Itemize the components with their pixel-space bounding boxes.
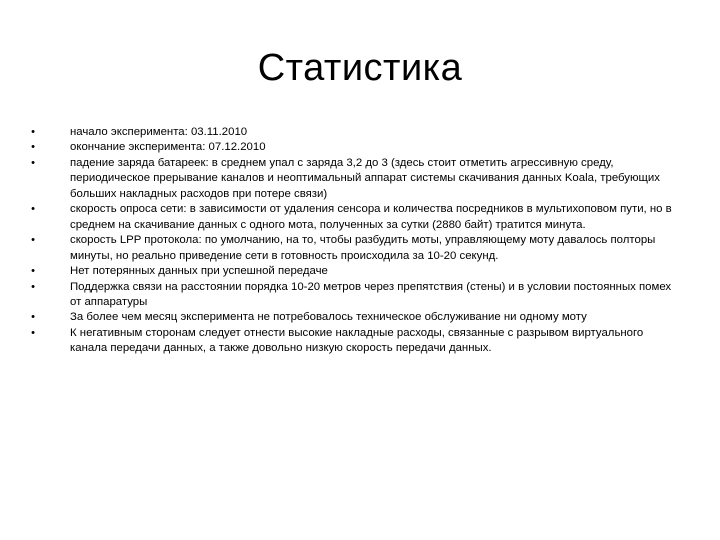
bullet-text: За более чем месяц эксперимента не потребовалось техническое обслуживание ни одному моту bbox=[70, 311, 587, 324]
bullet-item bbox=[28, 202, 678, 233]
bullet-icon: • bbox=[31, 203, 35, 216]
bullet-list bbox=[28, 125, 678, 357]
slide-title: Статистика bbox=[257, 47, 463, 89]
bullet-item bbox=[28, 125, 678, 140]
bullet-item bbox=[28, 280, 678, 311]
bullet-icon: • bbox=[31, 265, 35, 278]
bullet-item bbox=[28, 156, 678, 202]
bullet-item bbox=[28, 310, 678, 325]
bullet-icon: • bbox=[31, 326, 35, 339]
bullet-text: Нет потерянных данных при успешной передаче bbox=[70, 265, 328, 278]
bullet-icon: • bbox=[31, 126, 35, 138]
bullet-icon: • bbox=[31, 280, 35, 293]
bullet-icon: • bbox=[31, 156, 35, 169]
bullet-icon: • bbox=[31, 311, 35, 324]
bullet-text: Поддержка связи на расстоянии порядка 10-20 метров через препятствия (стены) и в условии постоянных помех от аппаратуры bbox=[70, 280, 672, 308]
bullet-text: К негативным сторонам следует отнести высокие накладные расходы, связанные с разрывом виртуального канала передачи данных, а также довольно низкую скорость передачи данных. bbox=[70, 326, 644, 355]
bullet-text: начало эксперимента: 03.11.2010 bbox=[70, 126, 248, 138]
bullet-text: скорость LPP протокола: по умолчанию, на то, чтобы разбудить моты, управляющему моту давалось полторы минуты, но реально приведение сети в готовность происходила за 10-20 секунд. bbox=[70, 234, 656, 262]
bullet-text: окончание эксперимента: 07.12.2010 bbox=[70, 141, 266, 154]
bullet-item bbox=[28, 233, 678, 264]
bullet-item bbox=[28, 326, 678, 357]
bullet-item bbox=[28, 140, 678, 155]
bullet-text: скорость опроса сети: в зависимости от удаления сенсора и количества посредников в мультихоповом пути, но в среднем на скачивание данных с одного мота, полученных за сутки (2880 байт) тратится минута. bbox=[70, 203, 672, 231]
bullet-text: падение заряда батареек: в среднем упал с заряда 3,2 до 3 (здесь стоит отметить агрессивную среду, периодическое прерывание каналов и неоптимальный аппарат системы скачивания данных Koala, требующих больших накладных расходов при потере связи) bbox=[70, 156, 660, 200]
bullet-icon: • bbox=[31, 141, 35, 154]
bullet-item bbox=[28, 264, 678, 279]
bullet-icon: • bbox=[31, 234, 35, 247]
